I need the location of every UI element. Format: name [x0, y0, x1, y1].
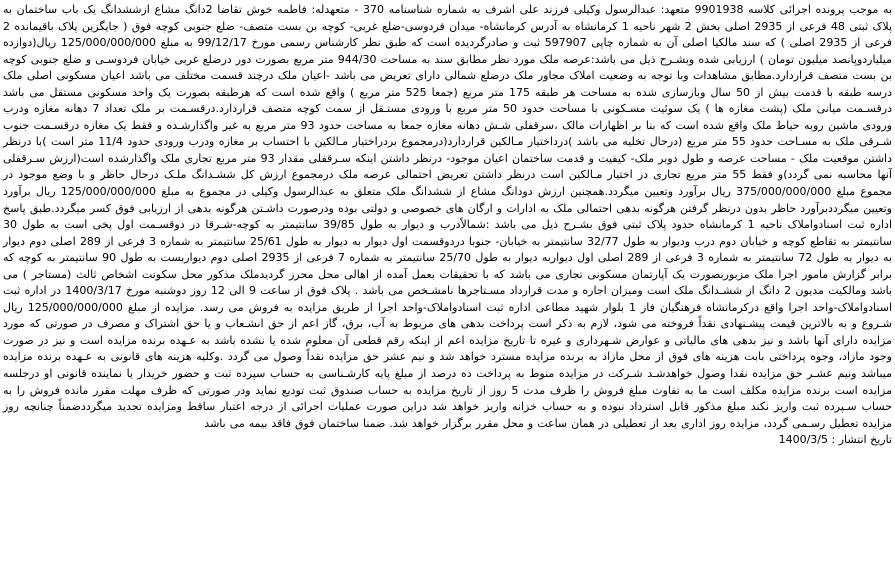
auction-notice-text: به موجب پرونده اجرائی کلاسه 9901938 متعهد: عبدالرسول وکیلی فرزند علی اشرف به شماره شناسنامه 370 - متعهدله: فاطمه خوش تقاضا 2دانگ مشاع ازششدانگ یک باب ساختمان به پلاک ثبتی 48 فرعی از 2935 اصلی بخش 2 شهر ناحیه 1 کرمانشاه به آدرس کرمانشاه- میدان فردوسی-ضلع غربی- کوچه بن بست متصف- ضلع جنوبی کوچه فوق ( جایگزین پلاک باقیمانده 2 فرعی از 2935 اصلی ) که سند مالکیا اصلی آن به شماره چاپی 597907 ثبت و صادرگردیده است که طبق نظر کارشناس رسمی مورخ 99/12/17 به مبلغ 125/000/000/000 ریال(دوازده میلیاردوپانصد میلیون تومان ) ارزیابی شده وبشـرح ذیل می باشد:عرصه ملک مورد نظر مطابق سند به مساحت 944/30 متر مربع بصورت دور درضلع غربی خیابان فردوسـی و ضلع جنوبی کوچه بن بست متصف قراردارد.مطابق مشاهدات وبا توجه به وضعیت املاک مجاور ملک درضلع شمالی دارای تعریض می باشد -اعیان ملک درچند قسمت مختلف می باشد اعیان مسکونی اصلی ملک درسه طبقه با قدمت بیش از 50 سال وبازسازی شده به مساحت هر طبقه 175 متر مربع (جمعا 525 متر مربع ) واقع شده است که هرطبقه بصورت یک واحد مسکونی مستقل می باشد درقسـمت میانی ملک (پشت مغازه ها ) یک سوئیت مسـکونی با مساحت حدود 50 متر مربع با ورودی مستـقل از سمت کوچه متصف قراردارد.درقسـمت بر ملک تعداد 7 دهانه مغازه ودرب ورودی ماشین روبه حیاط ملک واقع شده است که بنا بر اظهارات مالک ،سرقفلی شـش دهانه مغازه جمعا به مساحت حدود 93 متر مربع به غیر واگذارشـده و فقط یک مغازه درقسـمت جنوب شـرقی ملک به مسـاحت حدود 55 متر مربع (درحال تخلیه می باشد )درداختیار مـالکین قراردارد(درمجموع بردراختیار مـالکین با احتساب بر مغازه ودرب ورودی حدود 11/4 متر است )با درنظر داشتن موقعیت ملک - مساحت عرصه و طول دوبر ملک- کیفیت و قدمت ساختمان اعیان موجود- درنظر داشتن اینکه سـرقفلی مقدار 93 متر مربع تجاری ملک واگذارشده است(ارزش سـرقفلی آنها محاسبه نمی گردد)و فقط 55 متر مربع تجاری در اختیار مـالکین است درنظر داشتن تعریض احتمالی عرصه ملک درمجموع ارزش کل ششـدانگ ملـک درحال حاظر و با وضع موجود در مجموع مبلغ 375/000/000/000 ریال برآورد وتعیین میگردد.همچنین ارزش دودانگ مشاع از ششدانگ ملک متعلق به عبدالرسول وکیلی در مجموع به مبلغ 125/000/000/000 ریال برآورد وتعیین میگرددبرآورد حاظر بدون درنظر گرفتن هرگونه بدهی احتمالی ملک به ادارات و ارگان های خصوصی و دولتی بوده ودرصورت داشـتن هرگونه بدهی از ارزیابی فوق کسر میگردد.طبق پاسخ اداره ثبت اسنادواملاک ناحیه 1 کرمانشاه حدود پلاک ثبتی فوق بشـرح ذیل می باشد :شمالاًدرب و دیوار به طول 39/85 سانتیمتر به کوچه-شـرقا در دوقسـمت اول پخی است به طول 30 سانتیمتر به تقاطع کوچه و خیابان دوم درب ودیوار به طول 32/77 سانتیمتر به خیابان- جنوبا دردوقسمت اول دیوار به دیوار به طول 25/61 سانتیمتر به شماره 3 فرعی از 289 اصلی دوم دیوار به دیوار به طول 72 سانتیمتر به شماره 3 فرعی از 289 اصلی اول دیواربه دیوار به طول 25/70 سانتیمتر به شماره 7 فرعی از 2935 اصلی دوم دیواربست به طول 90 سانتیمتر به کوچه که برابر گزارش مامور اجرا ملک مزبوربصورت یک آپارتمان مسکونی تجاری می باشد که با تحقیقات بعمل آمده از اهالی محل محرز گردیدملک مذکور محل سکونت اشخاص ثالث (مستاجر ) می باشد ومالکیت مدیون 2 دانگ از ششـدانگ ملک است ومیزان اجاره و مدت قرارداد مسـتاجرها نامشـخص می باشد . پلاک فوق از ساعت 9 الی 12 روز دوشنبه مورخ 1400/3/17 در اداره ثبت اسنادواملاک-واحد اجرا واقع درکرمانشاه فرهنگیان فاز 1 بلوار شهید مطاعی اداره ثبت اسنادواملاک-واحد اجرا از طریق مزایده به فروش می رسد. مزایده از مبلغ 125/000/000/000 ریال شـروع و به بالاترین قیمت پیشـنهادی نقداً فروخته می شود، لازم به ذکر است پرداخت بدهی های مربوط به آب، برق، گاز اعم از حق انشـعاب و یا حق اشتراک و مصرف در صورتی که مورد مزایده دارای آنها باشد و نیز بدهی های مالیاتی و عوارض شـهرداری و غیره تا تاریخ مزایده اعم از اینکه رقم قطعی آن معلوم شده یا نشده باشد به عـهده برنده مزایده است و نیز در صورت وجود مازاد، وجوه پرداختی بابت هزینه های فوق از محل مازاد به برنده مزایده مسترد خواهد شد و نیم عشر حق مزایده نقداً وصول می گردد .وکلیه هزینه های قانونی به عـهده برنده مزایده میباشد ونیم عشـر حق مزایده نقدا وصول خواهدشـد شـرکت در مزایده منوط به پرداخت ده درصد از مبلغ پایه کارشـناسی به حساب سپرده ثبت و حضور خریدار یا نماینده قانونی او درجلسه مزایده است برنده مزایده مکلف است ما به تفاوت مبلغ فروش را ظرف مدت 5 روز از تاریخ مزایده به حساب صندوق ثبت تودیع نماید ودر صورتی که ظرف مهلت مقرر مانده فروش را به حساب سـپرده ثبت واریز نکند مبلغ مذکور قابل استرداد نبوده و به حساب خزانه واریز خواهد شد دراین صورت عملیات اجرائی از درجه اعتبار ساقط ومزایده تجدید میگرددضمناً چنانچه روز مزایده تعطیل رسـمی گردد، مزایده روز اداری بعد از تعطیلی در همان ساعت و محل مقرر برگزار خواهد شد. ضمنا ساختمان فوق فاقد بیمه می باشد	[3, 3, 893, 430]
publish-date: تاریخ انتشار : 1400/3/5	[778, 433, 892, 447]
